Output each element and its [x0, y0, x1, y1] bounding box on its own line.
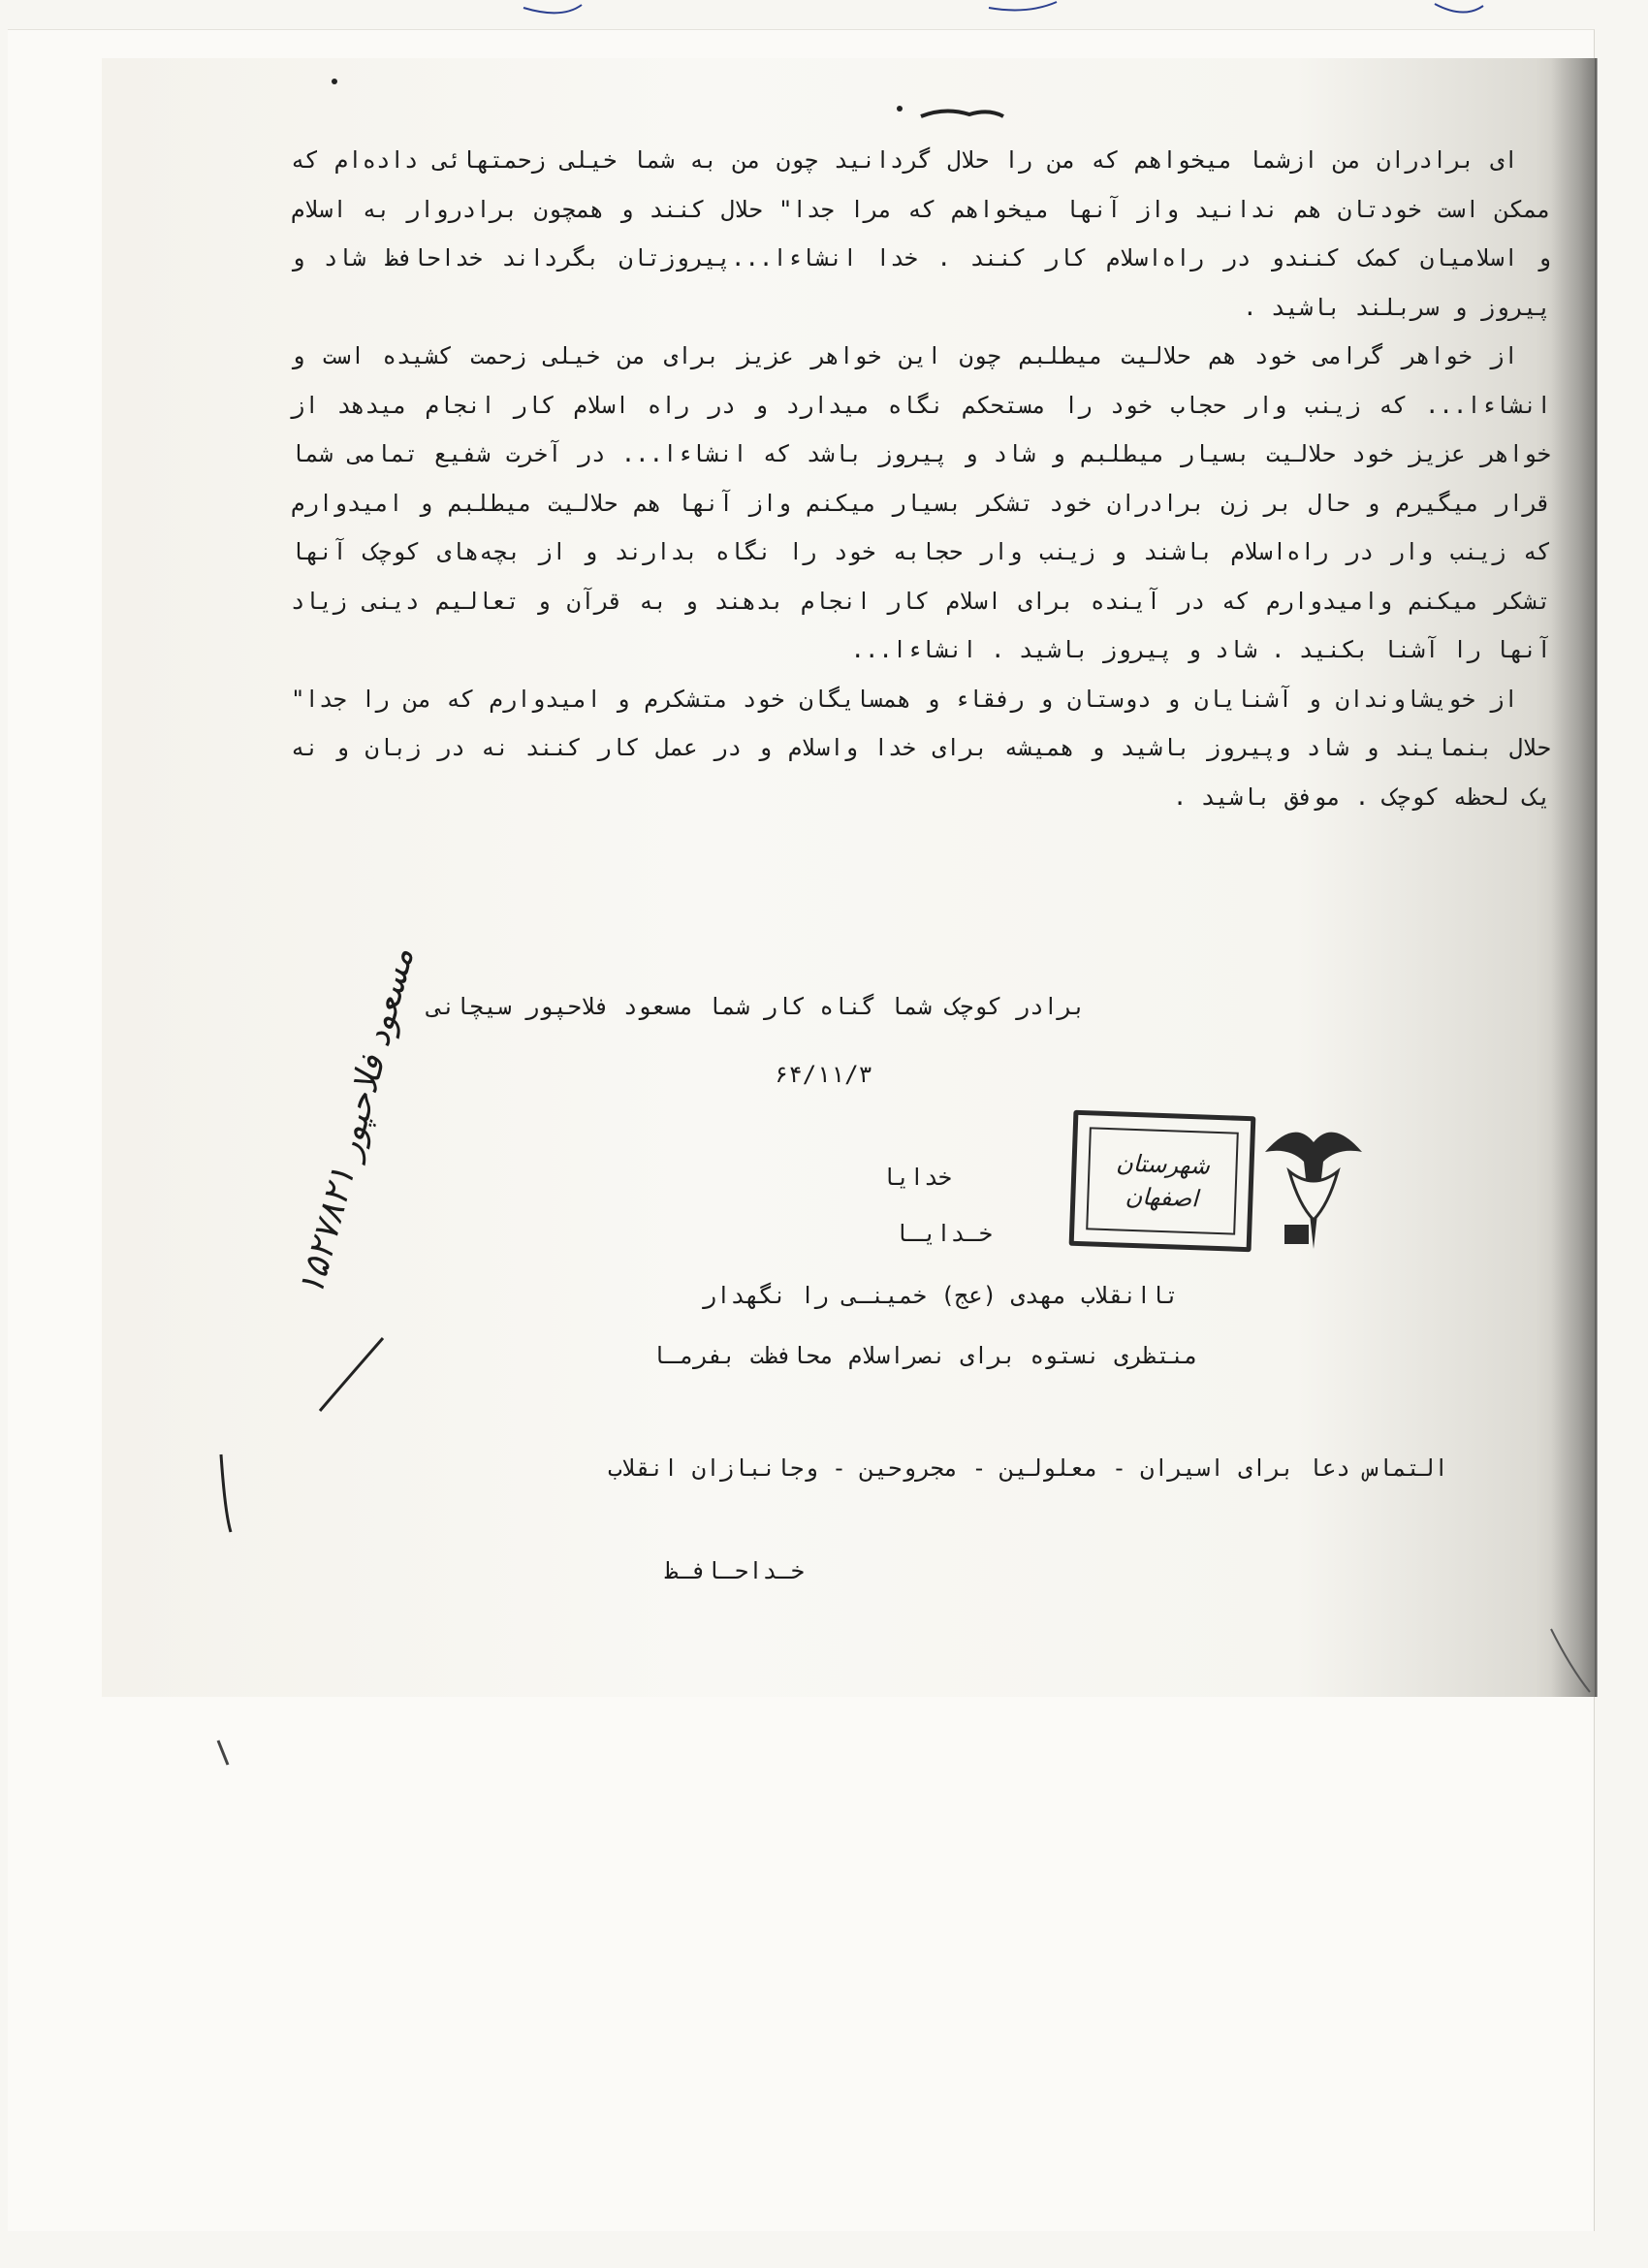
- blue-pen-mark: [523, 5, 582, 13]
- stamp-line-2: اصفهان: [1125, 1182, 1199, 1213]
- scan-shadow: [1551, 58, 1598, 1697]
- closing-prayer-2: منتظری نستوه برای نصراسلام محافظت بفرمـا: [651, 1342, 1198, 1369]
- office-stamp: [1069, 1110, 1256, 1252]
- paragraph-2: از خواهر گرامی خود هم حلالیت میطلبم چون این خواهر عزیز برای من خیلی زحمت کشیده است و انشاءا... که زینب وار حجاب خود را مستحکم نگاه میدارد و در راه اسلام کار انجام میدهد از خواهر عزیز خود حلالیت بسیار میطلبم و شاد و پیروز باشد که انشاءا... در آخرت شفیع تمامی شما قرار میگیرم و حال بر زن برادران خود تشکر بسیار میکنم واز آنها هم حلالیت میطلبم و امیدوارم که زینب وار در راه‌اسلام باشند و زینب وار حجابه خود را نگاه بدارند و از بچه‌های کوچک آنها تشکر میکنم وامیدوارم که در آینده برای اسلام کار انجام بدهند و به قرآن و تعالیم دینی زیاد آنها را آشنا بکنید . شاد و پیروز باشید . انشاءا...: [291, 342, 1551, 663]
- closing-request: التماس دعا برای اسیران - معلولین - مجروحین - وجانبازان انقلاب: [608, 1454, 1448, 1482]
- closing-farewell: خـداحـافـظ: [664, 1557, 805, 1584]
- emblem-logo: [1255, 1113, 1372, 1259]
- letter-date: ۶۴/۱۱/۳: [774, 1061, 872, 1088]
- signature-line: برادر کوچک شما گناه کار شما مسعود فلاحپور سیچانی: [427, 993, 1086, 1020]
- stamp-line-1: شهرستان: [1115, 1149, 1211, 1180]
- paragraph-3: از خویشاوندان و آشنایان و دوستان و رفقاء و همسایگان خود متشکرم و امیدوارم که من را جدا" حلال بنمایند و شاد وپیروز باشید و همیشه برای خدا واسلام و در عمل کار کنند نه در زبان و نه یک لحظه کوچک . موفق باشید .: [291, 685, 1551, 811]
- handwritten-note: مسعود فلاحپور ۱۵۲۷۸۲۱: [291, 943, 423, 1300]
- closing-khodaya-1: خدایا: [881, 1164, 952, 1191]
- paragraph-1: ای برادران من ازشما میخواهم که من را حلال گردانید چون من به شما خیلی زحمتهائی داده‌ام که ممکن است خودتان هم ندانید واز آنها میخواهم که مرا جدا" حلال کنند و همچون برادروار به اسلام و اسلامیان کمک کنندو در راه‌اسلام کار کنند . خدا انشاءا...پیروزتان بگرداند خداحافظ شاد و پیروز و سربلند باشید .: [291, 146, 1551, 321]
- blue-pen-mark: [1435, 4, 1483, 13]
- blue-pen-mark: [989, 2, 1057, 10]
- closing-khodaya-2: خـدایـا: [894, 1220, 993, 1247]
- closing-prayer-1: تاانقلاب مهدی (عج) خمینـی را نگهدار: [702, 1282, 1179, 1309]
- letter-body: [291, 136, 1551, 821]
